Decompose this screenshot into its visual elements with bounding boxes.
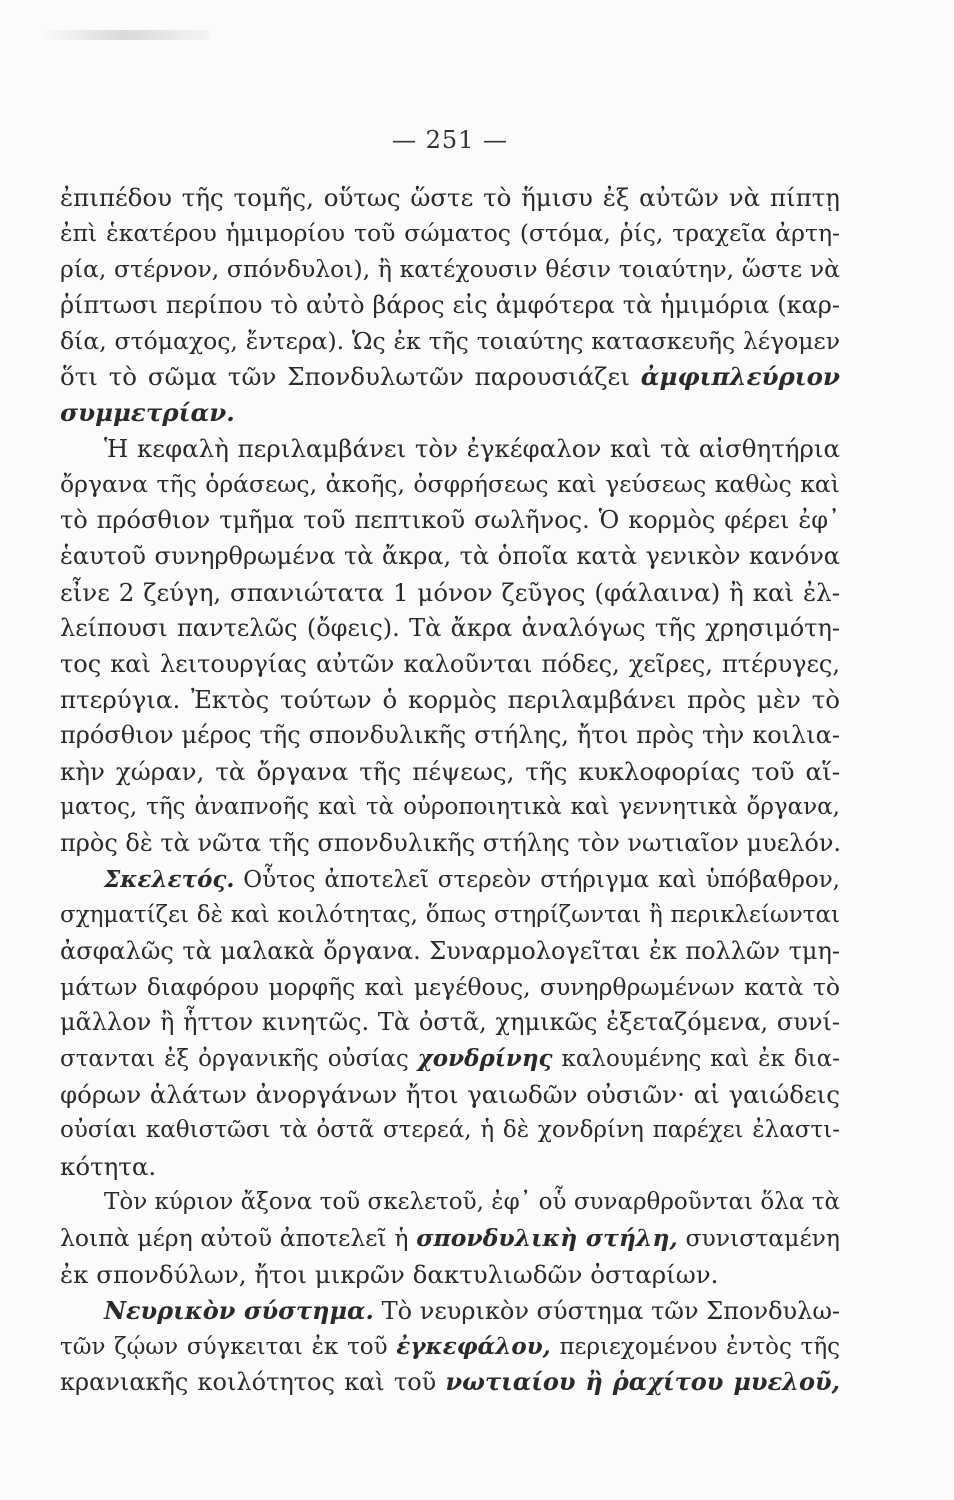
line-text: περιεχομένου ἐντὸς τῆς	[559, 1333, 841, 1360]
line-text: πρὸς δὲ τὰ νῶτα τῆς σπονδυλικῆς στήλης τὸν νωτιαῖον μυελόν.	[60, 829, 842, 858]
emphasized-term: χονδρίνης	[417, 1045, 553, 1073]
line-text: ματος, τῆς ἀναπνοῆς καὶ τὰ οὐροποιητικὰ καὶ γεννητικὰ ὄργανα,	[60, 794, 840, 821]
line-text: ἐπιπέδου τῆς τομῆς, οὕτως ὥστε τὸ ἥμισυ ἐξ αὐτῶν νὰ πίπτῃ	[60, 183, 840, 212]
text-line	[60, 1293, 840, 1329]
text-line	[60, 826, 840, 862]
line-text: ἑαυτοῦ συνηρθρωμένα τὰ ἄκρα, τὰ ὁποῖα κατὰ γενικὸν κανόνα	[60, 541, 840, 570]
line-text: κὴν χώραν, τὰ ὄργανα τῆς πέψεως, τῆς κυκλοφορίας τοῦ αἵ-	[60, 757, 840, 787]
text-line	[60, 180, 840, 216]
line-text: μάτων διαφόρου μορφῆς καὶ μεγέθους, συνηρθρωμένων κατὰ τὸ	[60, 972, 840, 1001]
text-line	[60, 1221, 840, 1257]
emphasized-term: Σκελετός.	[104, 865, 235, 893]
line-text: πτερύγια. Ἐκτὸς τούτων ὁ κορμὸς περιλαμβάνει πρὸς μὲν τὸ	[60, 685, 840, 715]
text-line	[60, 1113, 840, 1149]
text-line	[60, 1005, 840, 1041]
line-text: ὄργανα τῆς ὁράσεως, ἀκοῆς, ὀσφρήσεως καὶ γεύσεως καθὼς καὶ	[60, 470, 840, 499]
page-number: — 251 —	[391, 126, 509, 154]
line-text: ἀσφαλῶς τὰ μαλακὰ ὄργανα. Συναρμολογεῖται ἐκ πολλῶν τμη-	[60, 936, 840, 965]
text-line	[60, 1041, 840, 1077]
emphasized-term: ἀμφιπλεύριον	[640, 362, 840, 392]
text-line	[60, 718, 840, 754]
line-text: κρανιακῆς κοιλότητος καὶ τοῦ	[60, 1368, 437, 1397]
text-line	[60, 1364, 840, 1400]
text-line	[60, 252, 840, 288]
text-line	[60, 395, 840, 431]
line-text: φόρων ἁλάτων ἀνοργάνων ἤτοι γαιωδῶν οὐσιῶν· αἱ γαιώδεις	[60, 1080, 840, 1110]
emphasized-term: νωτιαίου ἢ ῥαχίτου μυελοῦ,	[445, 1367, 841, 1397]
line-text: λοιπὰ μέρη αὐτοῦ ἀποτελεῖ ἡ	[60, 1223, 409, 1252]
line-text: Οὗτος ἀποτελεῖ στερεὸν στήριγμα καὶ ὑπόβαθρον,	[243, 866, 840, 893]
text-line	[60, 611, 840, 647]
line-text: Τὸ νευρικὸν σύστημα τῶν Σπονδυλω-	[381, 1296, 841, 1325]
line-text: δία, στόμαχος, ἔντερα). Ὡς ἐκ τῆς τοιαύτης κατασκευῆς λέγομεν	[60, 326, 840, 355]
text-line	[60, 431, 840, 467]
line-text: στανται ἐξ ὀργανικῆς οὐσίας	[60, 1046, 409, 1073]
text-line	[60, 934, 840, 970]
text-line	[60, 862, 840, 898]
text-line	[60, 1149, 840, 1185]
text-line	[60, 1257, 840, 1293]
line-text: ἐκ σπονδύλων, ἤτοι μικρῶν δακτυλιωδῶν ὀσταρίων.	[60, 1259, 719, 1289]
line-text: λείπουσι παντελῶς (ὄφεις). Τὰ ἄκρα ἀναλόγως τῆς χρησιμότη-	[60, 613, 840, 642]
line-text: κότητα.	[60, 1152, 157, 1182]
text-line	[60, 324, 840, 360]
text-line	[60, 790, 840, 826]
line-text: τῶν ζῴων σύγκειται ἐκ τοῦ	[60, 1333, 388, 1360]
line-text: πρόσθιον μέρος τῆς σπονδυλικῆς στήλης, ἤτοι πρὸς τὴν κοιλια-	[60, 721, 840, 750]
line-text: ἐπὶ ἑκατέρου ἡμιμορίου τοῦ σώματος (στόμα, ῥίς, τραχεῖα ἀρτη-	[60, 218, 840, 247]
text-line	[60, 575, 840, 611]
emphasized-term: Νευρικὸν σύστημα.	[104, 1295, 374, 1325]
line-text: συνισταμένη	[685, 1223, 840, 1252]
text-line	[60, 754, 840, 790]
line-text: τος καὶ λειτουργίας αὐτῶν καλοῦνται πόδες, χεῖρες, πτέρυγες,	[60, 649, 840, 678]
text-line	[60, 1077, 840, 1113]
emphasized-term: ἐγκεφάλου,	[396, 1332, 551, 1360]
line-text: τὸ πρόσθιον τμῆμα τοῦ πεπτικοῦ σωλῆνος. Ὁ κορμὸς φέρει ἐφ᾿	[60, 506, 840, 535]
text-line	[60, 682, 840, 718]
text-line	[60, 898, 840, 934]
line-text: μᾶλλον ἢ ἧττον κινητῶς. Τὰ ὀστᾶ, χημικῶς ἐξεταζόμενα, συνί-	[60, 1008, 840, 1037]
emphasized-term: συμμετρίαν.	[60, 398, 235, 428]
scan-artifact	[40, 30, 210, 40]
text-line	[60, 216, 840, 252]
line-text: οὐσίαι καθιστῶσι τὰ ὀστᾶ στερεά, ἡ δὲ χονδρίνη παρέχει ἐλαστι-	[60, 1117, 840, 1144]
emphasized-term: σπονδυλικὴ στήλη,	[416, 1223, 678, 1252]
text-line	[60, 359, 840, 395]
text-line	[60, 467, 840, 503]
line-text: εἶνε 2 ζεύγη, σπανιώτατα 1 μόνον ζεῦγος (φάλαινα) ἢ καὶ ἐλ-	[60, 577, 840, 607]
line-text: καλουμένης καὶ ἐκ δια-	[561, 1046, 840, 1073]
text-line	[60, 503, 840, 539]
text-line	[60, 647, 840, 683]
text-line	[60, 288, 840, 324]
line-text: ῥίπτωσι περίπου τὸ αὐτὸ βάρος εἰς ἀμφότερα τὰ ἡμιμόρια (καρ-	[60, 290, 840, 319]
line-text: Τὸν κύριον ἄξονα τοῦ σκελετοῦ, ἐφ᾿ οὗ συναρθροῦνται ὅλα τὰ	[104, 1188, 840, 1215]
body-text	[60, 180, 840, 1400]
line-text: ρία, στέρνον, σπόνδυλοι), ἢ κατέχουσιν θέσιν τοιαύτην, ὥστε νὰ	[60, 254, 840, 283]
text-line	[60, 970, 840, 1006]
line-text: Ἡ κεφαλὴ περιλαμβάνει τὸν ἐγκέφαλον καὶ τὰ αἰσθητήρια	[104, 434, 840, 464]
line-text: ὅτι τὸ σῶμα τῶν Σπονδυλωτῶν παρουσιάζει	[60, 362, 630, 392]
text-line	[60, 1329, 840, 1365]
text-line	[60, 539, 840, 575]
text-line	[60, 1185, 840, 1221]
line-text: σχηματίζει δὲ καὶ κοιλότητας, ὅπως στηρίζωνται ἢ περικλείωνται	[60, 901, 840, 928]
